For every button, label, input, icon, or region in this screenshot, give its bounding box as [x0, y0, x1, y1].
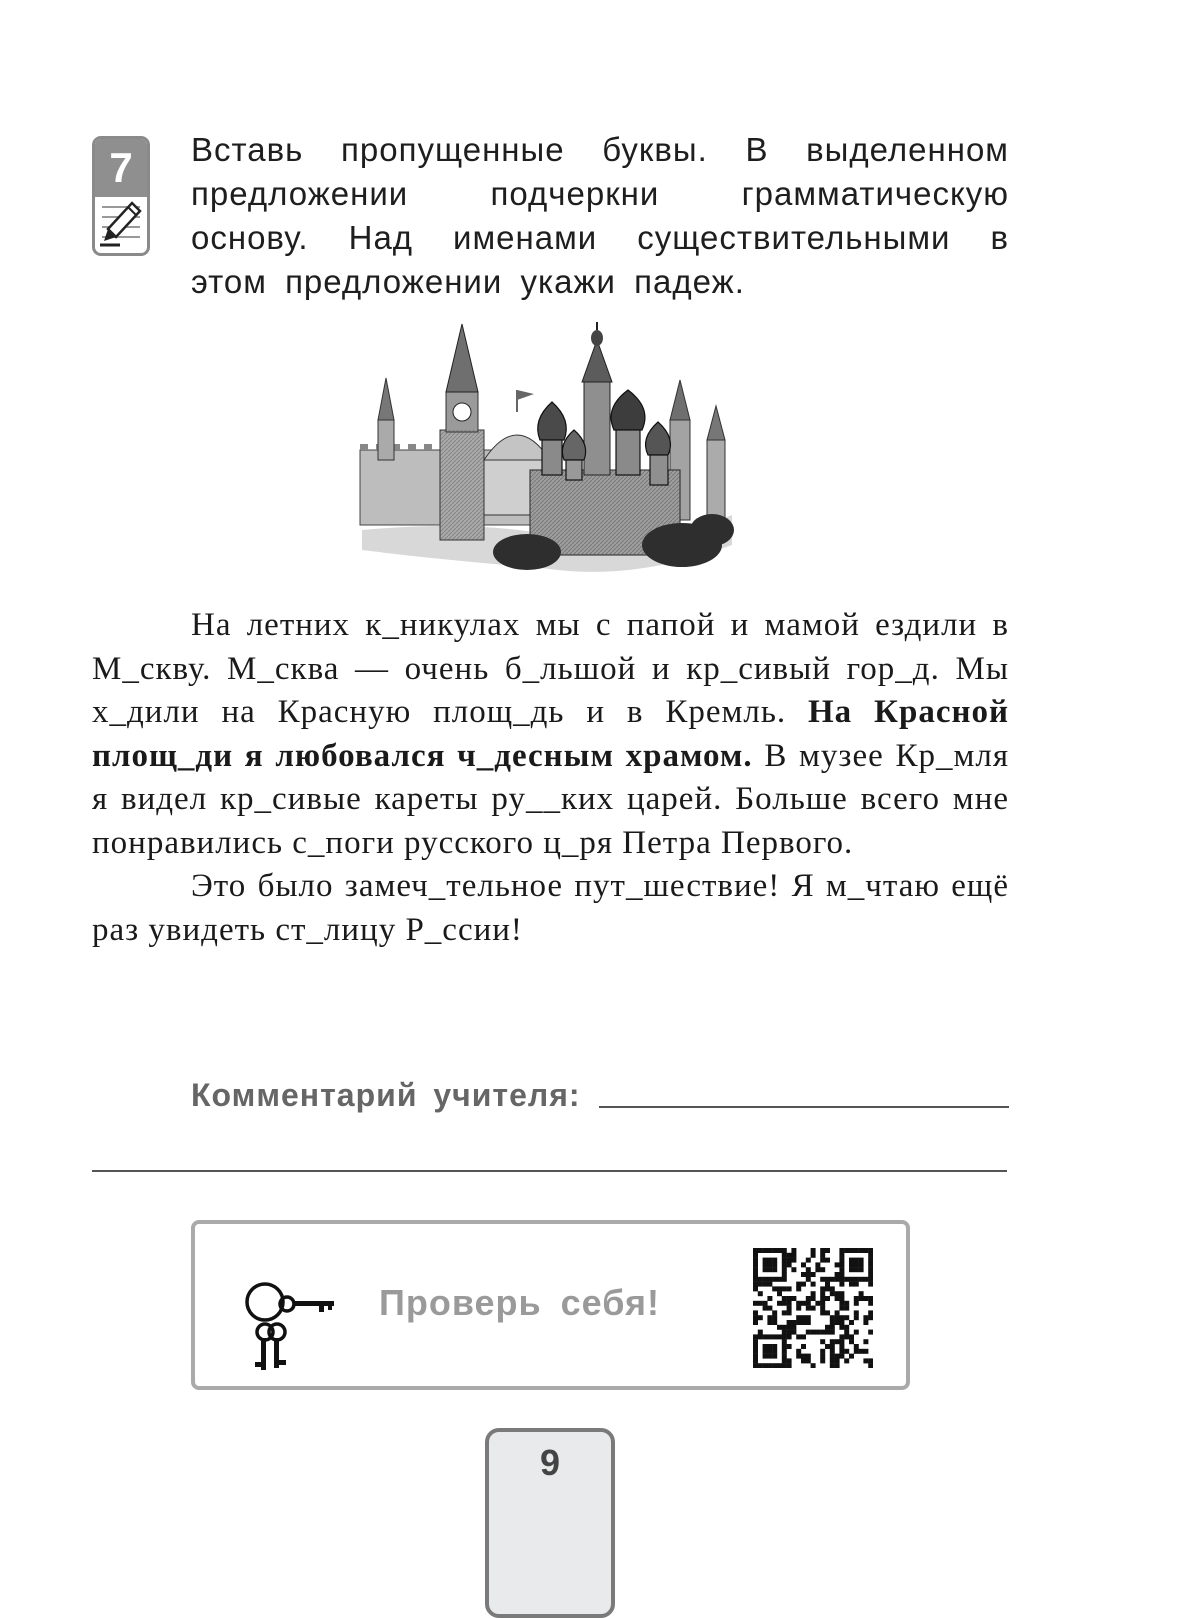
story-paragraph-1: На летних к_никулах мы с папой и мамой ездили в М_скву. М_сква — очень б_льшой и кр_сивый гор_д. Мы х_дили на Красную площ_дь и в Кремль. На Красной площ_ди я любовался ч_десным храмом. В музее Кр_мля я видел кр_сивые кареты ру__ких царей. Больше всего мне понравились с_поги русского ц_ря Петра Первого.: [92, 607, 1010, 861]
page-number: 9: [539, 1442, 561, 1483]
pencil-writing-icon: [98, 201, 144, 251]
kremlin-red-square-drawing: [352, 320, 742, 582]
keys-icon: [239, 1276, 339, 1376]
task-number: 7: [95, 139, 147, 197]
qr-code-icon[interactable]: [753, 1248, 873, 1368]
highlighted-sentence: На Красной площ_ди я любовался ч_десным храмом.: [92, 694, 1010, 774]
teacher-comment-row: [191, 1074, 1009, 1114]
task-instruction: Вставь пропущенные буквы. В выделенном предложении подчеркни грамматическую основу. Над именами существительными в этом предложении укажи падеж.: [191, 131, 1009, 300]
teacher-comment-line[interactable]: [599, 1106, 1009, 1108]
story-text: [92, 604, 1009, 952]
self-check-box[interactable]: [191, 1220, 910, 1390]
task-number-badge: [92, 136, 150, 256]
story-paragraph-2: Это было замеч_тельное пут_шествие! Я м_чтаю ещё раз увидеть ст_лицу Р_ссии!: [92, 868, 1009, 948]
teacher-comment-line-2[interactable]: [92, 1170, 1007, 1172]
teacher-comment-label: Комментарий учителя:: [191, 1077, 581, 1113]
page-number-tab: [485, 1428, 615, 1618]
self-check-label: Проверь себя!: [379, 1282, 660, 1323]
